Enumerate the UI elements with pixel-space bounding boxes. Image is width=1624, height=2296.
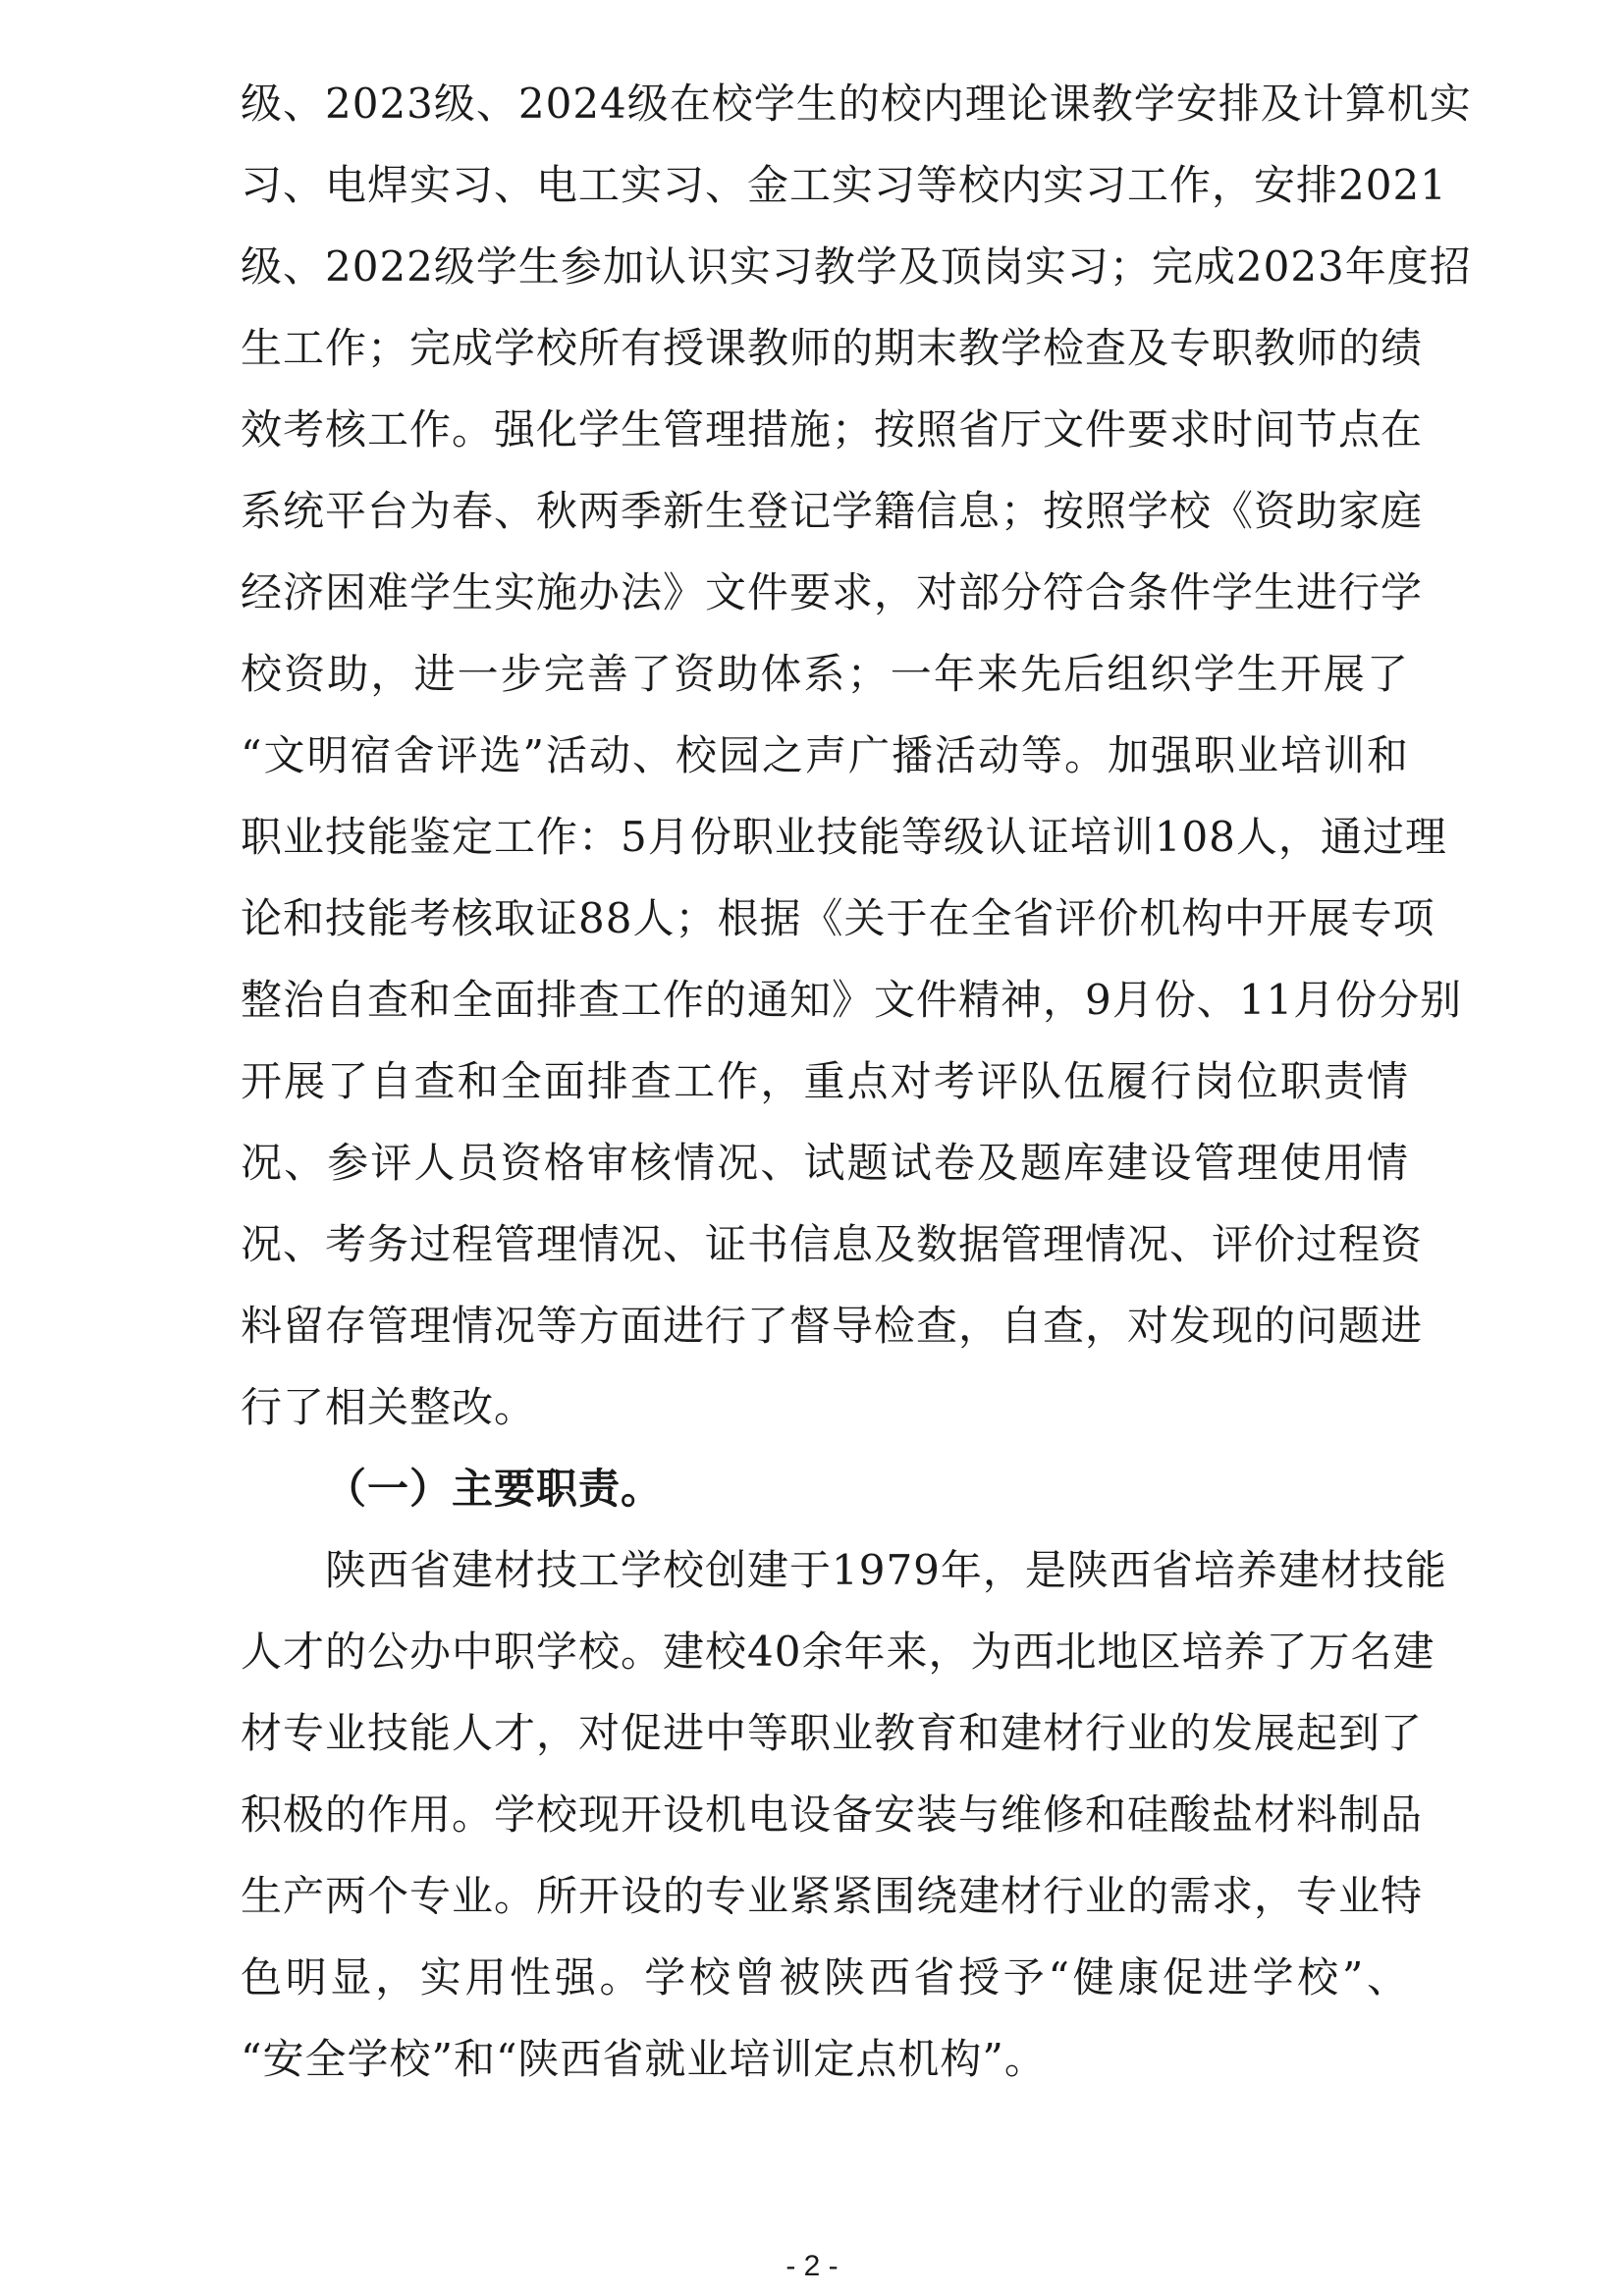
- body-line-23: 生产两个专业。所开设的专业紧紧围绕建材行业的需求，专业特: [241, 1872, 1424, 1920]
- body-line-16: 料留存管理情况等方面进行了督导检查，自查，对发现的问题进: [241, 1302, 1424, 1350]
- body-line-6: 系统平台为春、秋两季新生登记学籍信息；按照学校《资助家庭: [241, 487, 1424, 535]
- body-line-24: 色明显，实用性强。学校曾被陕西省授予“健康促进学校”、: [241, 1953, 1409, 2002]
- body-line-2: 习、电焊实习、电工实习、金工实习等校内实习工作，安排2021: [241, 161, 1447, 209]
- body-line-11: 论和技能考核取证88人；根据《关于在全省评价机构中开展专项: [241, 894, 1435, 942]
- body-line-3: 级、2022级学生参加认识实习教学及顶岗实习；完成2023年度招: [241, 242, 1472, 291]
- body-line-7: 经济困难学生实施办法》文件要求，对部分符合条件学生进行学: [241, 568, 1424, 616]
- body-line-1: 级、2023级、2024级在校学生的校内理论课教学安排及计算机实: [241, 80, 1472, 128]
- section-heading: （一）主要职责。: [325, 1465, 664, 1513]
- body-line-19: 陕西省建材技工学校创建于1979年，是陕西省培养建材技能: [325, 1546, 1447, 1594]
- body-line-17: 行了相关整改。: [241, 1383, 537, 1431]
- body-line-13: 开展了自查和全面排查工作，重点对考评队伍履行岗位职责情: [241, 1057, 1409, 1105]
- body-line-25: “安全学校”和“陕西省就业培训定点机构”。: [241, 2035, 1047, 2083]
- body-line-22: 积极的作用。学校现开设机电设备安装与维修和硅酸盐材料制品: [241, 1790, 1424, 1839]
- body-line-4: 生工作；完成学校所有授课教师的期末教学检查及专职教师的绩: [241, 324, 1424, 372]
- body-line-14: 况、参评人员资格审核情况、试题试卷及题库建设管理使用情: [241, 1139, 1409, 1187]
- body-line-5: 效考核工作。强化学生管理措施；按照省厅文件要求时间节点在: [241, 405, 1424, 454]
- page-number: - 2 -: [785, 2250, 839, 2282]
- body-line-15: 况、考务过程管理情况、证书信息及数据管理情况、评价过程资: [241, 1220, 1424, 1268]
- body-line-9: “文明宿舍评选”活动、校园之声广播活动等。加强职业培训和: [241, 731, 1409, 779]
- body-line-20: 人才的公办中职学校。建校40余年来，为西北地区培养了万名建: [241, 1628, 1435, 1676]
- body-line-10: 职业技能鉴定工作：5月份职业技能等级认证培训108人，通过理: [241, 813, 1447, 861]
- body-line-12: 整治自查和全面排查工作的通知》文件精神，9月份、11月份分别: [241, 976, 1463, 1024]
- body-line-8: 校资助，进一步完善了资助体系；一年来先后组织学生开展了: [241, 650, 1409, 698]
- body-line-21: 材专业技能人才，对促进中等职业教育和建材行业的发展起到了: [241, 1709, 1424, 1757]
